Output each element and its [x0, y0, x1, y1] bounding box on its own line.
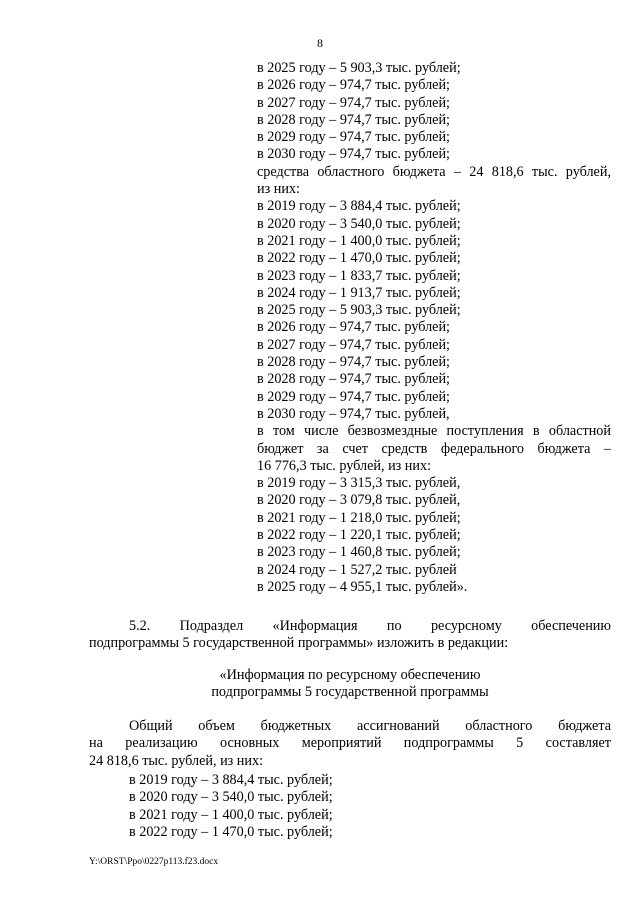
year-amount-line: в 2021 году – 1 218,0 тыс. рублей;: [257, 509, 461, 526]
year-amount-line: в 2019 году – 3 315,3 тыс. рублей,: [257, 475, 461, 492]
year-amount-line: в 2030 году – 974,7 тыс. рублей;: [257, 146, 450, 163]
year-amount-line: в 2027 году – 974,7 тыс. рублей;: [257, 336, 450, 353]
subsection-title: [89, 667, 611, 702]
year-amount-line: в 2029 году – 974,7 тыс. рублей;: [257, 388, 450, 405]
year-amount-line: в 2024 году – 1 913,7 тыс. рублей;: [257, 284, 461, 301]
year-amount-line: в 2027 году – 974,7 тыс. рублей;: [257, 94, 450, 111]
year-amount-line: в 2025 году – 4 955,1 тыс. рублей».: [257, 578, 468, 595]
section-5-2-paragraph: [89, 618, 611, 653]
body-line-2: на реализацию основных мероприятий подпрограммы 5 составляет: [89, 735, 611, 752]
year-amount-line: в 2022 году – 1 470,0 тыс. рублей;: [129, 823, 333, 840]
year-amount-line: в 2020 году – 3 540,0 тыс. рублей;: [129, 789, 333, 806]
year-amount-line: в 2028 году – 974,7 тыс. рублей;: [257, 354, 450, 371]
body-line-3: 24 818,6 тыс. рублей, из них:: [89, 752, 264, 769]
year-amount-line: в 2022 году – 1 470,0 тыс. рублей;: [257, 250, 461, 267]
of-them-line: из них:: [257, 181, 300, 198]
subsection-title-line-1: «Информация по ресурсному обеспечению: [219, 667, 481, 683]
funding-lines-c: [257, 475, 611, 596]
year-amount-line: в 2020 году – 3 079,8 тыс. рублей,: [257, 492, 461, 509]
section-line-2: подпрограммы 5 государственной программы» изложить в редакции:: [89, 635, 509, 652]
page-number: 8: [317, 36, 323, 50]
gratuitous-receipts-line-3: 16 776,3 тыс. рублей, из них:: [257, 457, 432, 474]
year-amount-line: в 2021 году – 1 400,0 тыс. рублей;: [257, 232, 461, 249]
year-amount-line: в 2028 году – 974,7 тыс. рублей;: [257, 111, 450, 128]
body-line-1: Общий объем бюджетных ассигнований областного бюджета: [129, 718, 611, 734]
year-amount-line: в 2023 году – 1 460,8 тыс. рублей;: [257, 544, 461, 561]
year-amount-line: в 2030 году – 974,7 тыс. рублей,: [257, 405, 450, 422]
gratuitous-receipts-line-1: в том числе безвозмездные поступления в областной: [257, 423, 611, 440]
year-amount-line: в 2025 году – 5 903,3 тыс. рублей;: [257, 302, 461, 319]
year-amount-line: в 2024 году – 1 527,2 тыс. рублей: [257, 561, 457, 578]
funding-lines-b: [257, 198, 611, 423]
gratuitous-receipts-line-2: бюджет за счет средств федерального бюджета –: [257, 440, 611, 457]
year-amount-line: в 2025 году – 5 903,3 тыс. рублей;: [257, 60, 461, 76]
year-amount-line: в 2028 году – 974,7 тыс. рублей;: [257, 371, 450, 388]
year-amount-line: в 2019 году – 3 884,4 тыс. рублей;: [257, 198, 461, 215]
regional-funds-line: средства областного бюджета – 24 818,6 тыс. рублей,: [257, 163, 611, 180]
year-amount-line: в 2022 году – 1 220,1 тыс. рублей;: [257, 527, 461, 544]
year-amount-line: в 2020 году – 3 540,0 тыс. рублей;: [257, 215, 461, 232]
subsection-title-line-2: подпрограммы 5 государственной программы: [211, 684, 489, 701]
year-amount-line: в 2026 году – 974,7 тыс. рублей;: [257, 77, 450, 94]
year-amount-line: в 2029 году – 974,7 тыс. рублей;: [257, 129, 450, 146]
year-list: [129, 772, 333, 841]
year-amount-line: в 2021 году – 1 400,0 тыс. рублей;: [129, 806, 333, 823]
funding-breakdown-block: [257, 60, 611, 596]
total-budget-paragraph: [89, 718, 611, 770]
year-amount-line: в 2023 году – 1 833,7 тыс. рублей;: [257, 267, 461, 284]
year-amount-line: в 2019 году – 3 884,4 тыс. рублей;: [129, 772, 333, 788]
funding-lines-a: [257, 60, 611, 164]
file-path-footer: Y:\ORST\Ppo\0227p113.f23.docx: [89, 857, 219, 867]
section-line-1: 5.2. Подраздел «Информация по ресурсному обеспечению: [129, 618, 611, 634]
year-amount-line: в 2026 году – 974,7 тыс. рублей;: [257, 319, 450, 336]
